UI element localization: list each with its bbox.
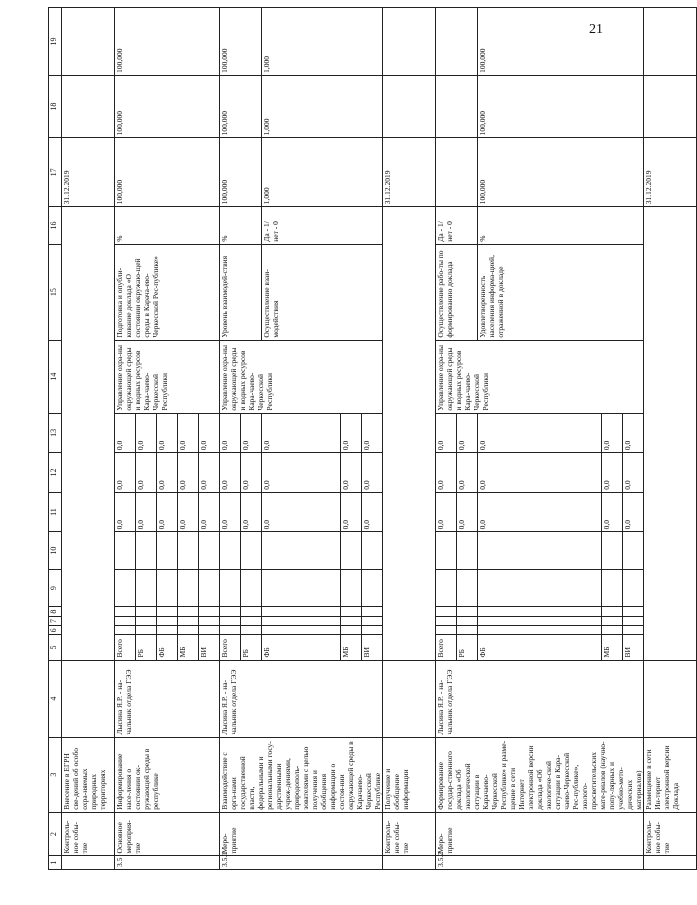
event-date: 31.12.2019 <box>644 138 697 207</box>
table-cell <box>178 616 199 625</box>
event-description: Получение и обобщение информации <box>383 737 436 812</box>
program-table <box>48 7 697 870</box>
event-description: Внесение в ЕГРН све-дений об особо охра-няемых природных территориях <box>62 737 115 812</box>
table-cell <box>115 616 136 625</box>
table-cell <box>157 607 178 616</box>
amount-cell: 0,0 <box>241 453 262 493</box>
funding-source: МБ <box>602 635 623 660</box>
amount-cell: 0,0 <box>262 453 341 493</box>
column-number: 8 <box>49 607 62 616</box>
table-cell <box>115 569 136 607</box>
indicator-value <box>436 138 478 207</box>
amount-cell: 0,0 <box>362 492 383 532</box>
table-cell <box>115 607 136 616</box>
indicator-unit: % <box>478 207 644 245</box>
indicator-name: Уровень взаимодей-ствия <box>220 244 262 340</box>
table-cell <box>362 569 383 607</box>
table-cell <box>383 532 436 570</box>
funding-source: ФБ <box>478 635 602 660</box>
table-cell <box>199 616 220 625</box>
table-cell <box>362 607 383 616</box>
table-cell <box>602 626 623 635</box>
amount-cell: 0,0 <box>136 492 157 532</box>
indicator-value: 1,000 <box>262 8 383 76</box>
table-cell <box>436 626 457 635</box>
table-cell <box>602 607 623 616</box>
funding-source: ВИ <box>362 635 383 660</box>
amount-cell: 0,0 <box>602 453 623 493</box>
table-cell <box>644 8 697 76</box>
control-event-row <box>383 8 436 870</box>
indicator-unit: % <box>220 207 262 245</box>
amount-cell: 0,0 <box>623 492 644 532</box>
table-cell <box>62 660 115 737</box>
table-cell <box>157 626 178 635</box>
funding-source: ФБ <box>157 635 178 660</box>
funding-source: Всего <box>436 635 457 660</box>
amount-cell: 0,0 <box>341 453 362 493</box>
column-number: 6 <box>49 626 62 635</box>
table-cell <box>383 207 436 245</box>
funding-source: РБ <box>457 635 478 660</box>
table-cell <box>362 616 383 625</box>
table-cell <box>341 532 362 570</box>
table-cell <box>178 626 199 635</box>
table-cell <box>383 856 436 870</box>
column-number: 7 <box>49 616 62 625</box>
table-cell <box>478 532 602 570</box>
table-cell <box>241 626 262 635</box>
table-cell <box>383 660 436 737</box>
table-cell <box>262 607 341 616</box>
table-cell <box>115 626 136 635</box>
amount-cell: 0,0 <box>115 492 136 532</box>
amount-cell: 0,0 <box>199 413 220 453</box>
amount-cell: 0,0 <box>341 492 362 532</box>
table-cell <box>644 244 697 340</box>
column-number: 9 <box>49 569 62 607</box>
table-cell <box>62 532 115 570</box>
table-cell <box>62 453 115 493</box>
amount-cell: 0,0 <box>178 492 199 532</box>
amount-cell: 0,0 <box>157 492 178 532</box>
table-cell <box>62 207 115 245</box>
table-cell <box>341 616 362 625</box>
amount-cell: 0,0 <box>436 492 457 532</box>
table-cell <box>383 453 436 493</box>
indicator-name: Подготовка и опубли-кование доклада «О состоянии окружаю-щей среды в Карача-ево-Черкесской Рес-публике» <box>115 244 220 340</box>
item-number: 3.5.2 <box>436 856 644 870</box>
item-type: Меро-приятие <box>220 812 383 856</box>
table-cell <box>457 532 478 570</box>
column-number: 15 <box>49 244 62 340</box>
indicator-value: 100,000 <box>115 8 220 76</box>
amount-cell: 0,0 <box>157 453 178 493</box>
indicator-unit: Да - 1/ нет - 0 <box>262 207 383 245</box>
event-date: 31.12.2019 <box>383 138 436 207</box>
amount-cell: 0,0 <box>478 413 602 453</box>
table-cell <box>457 616 478 625</box>
funding-source: ФБ <box>262 635 341 660</box>
item-description: Формирование государ-ственного доклада «Об экологической ситуации в Карачаево-Черкесской Республике» и разме-щение в сети Интернет электронной версии доклада «Об экологиче-ской ситуации в Кара-чаево-Черкесской Рес-публике», эколого-просветительских мате-риалов (научно-попу-лярных и учебно-мето-дических материалов) <box>436 737 644 812</box>
amount-cell: 0,0 <box>478 453 602 493</box>
column-number: 18 <box>49 75 62 138</box>
item-number: 3.5.1 <box>220 856 383 870</box>
table-cell <box>644 626 697 635</box>
table-cell <box>62 856 115 870</box>
event-type: Контроль-ное собы-тие <box>62 812 115 856</box>
table-cell <box>220 607 241 616</box>
amount-cell: 0,0 <box>623 413 644 453</box>
table-cell <box>436 607 457 616</box>
table-cell <box>199 626 220 635</box>
table-cell <box>62 635 115 660</box>
table-cell <box>383 616 436 625</box>
table-cell <box>62 244 115 340</box>
table-cell <box>62 569 115 607</box>
table-cell <box>644 660 697 737</box>
table-cell <box>115 532 136 570</box>
amount-cell: 0,0 <box>199 492 220 532</box>
amount-cell: 0,0 <box>115 453 136 493</box>
indicator-value: 100,000 <box>220 8 262 76</box>
table-cell <box>383 626 436 635</box>
table-cell <box>62 607 115 616</box>
event-date: 31.12.2019 <box>62 138 115 207</box>
table-cell <box>178 607 199 616</box>
amount-cell: 0,0 <box>457 492 478 532</box>
column-number: 13 <box>49 413 62 453</box>
table-cell <box>362 626 383 635</box>
budget-row <box>220 8 241 870</box>
amount-cell: 0,0 <box>115 413 136 453</box>
table-cell <box>178 569 199 607</box>
amount-cell: 0,0 <box>220 492 241 532</box>
table-cell <box>436 532 457 570</box>
table-cell <box>457 626 478 635</box>
executor: Управление охра-ны окружающей среды и водных ресурсов Кара-чаево-Черкесской Республики <box>436 340 644 413</box>
amount-cell: 0,0 <box>157 413 178 453</box>
table-cell <box>644 340 697 413</box>
amount-cell: 0,0 <box>602 492 623 532</box>
table-cell <box>383 340 436 413</box>
table-cell <box>136 532 157 570</box>
table-cell <box>136 616 157 625</box>
executor: Управление охра-ны окружающей среды и водных ресурсов Кара-чаево-Черкесской Республики <box>220 340 383 413</box>
responsible: Лысина Я.Р. - на-чальник отдела ГЭЭ <box>220 660 383 737</box>
table-cell <box>241 569 262 607</box>
column-number: 4 <box>49 660 62 737</box>
table-cell <box>644 453 697 493</box>
indicator-unit: Да - 1/ нет - 0 <box>436 207 478 245</box>
item-number: 3.5 <box>115 856 220 870</box>
table-cell <box>241 532 262 570</box>
page-number: 21 <box>589 22 603 37</box>
item-type: Меро-приятие <box>436 812 644 856</box>
table-cell <box>644 616 697 625</box>
column-number: 2 <box>49 812 62 856</box>
table-cell <box>644 856 697 870</box>
table-cell <box>383 244 436 340</box>
table-cell <box>341 607 362 616</box>
column-number: 3 <box>49 737 62 812</box>
table-cell <box>262 569 341 607</box>
table-cell <box>136 607 157 616</box>
column-number: 19 <box>49 8 62 76</box>
table-cell <box>262 626 341 635</box>
indicator-name: Удовлетворенность населения информа-цией, отраженной в докладе <box>478 244 644 340</box>
amount-cell: 0,0 <box>241 492 262 532</box>
table-cell <box>644 569 697 607</box>
indicator-value: 1,000 <box>262 75 383 138</box>
amount-cell: 0,0 <box>199 453 220 493</box>
table-cell <box>436 569 457 607</box>
table-cell <box>262 532 341 570</box>
item-description: Взаимодействие с орга-нами государственной власти, федеральными и региональными госу-дарственными учреж-дениями, природополь-зователями с целью получения и обобщения информации о состоя-нии окружающей среды в Карачаево-Черкесской Республике <box>220 737 383 812</box>
table-cell <box>262 616 341 625</box>
column-number: 14 <box>49 340 62 413</box>
amount-cell: 0,0 <box>362 453 383 493</box>
table-cell <box>220 616 241 625</box>
table-cell <box>623 616 644 625</box>
table-cell <box>62 616 115 625</box>
table-cell <box>602 532 623 570</box>
table-cell <box>136 626 157 635</box>
table-cell <box>478 616 602 625</box>
indicator-value: 100,000 <box>220 75 262 138</box>
amount-cell: 0,0 <box>436 413 457 453</box>
table-cell <box>644 75 697 138</box>
table-cell <box>241 607 262 616</box>
indicator-value <box>436 75 478 138</box>
amount-cell: 0,0 <box>220 453 241 493</box>
indicator-value: 100,000 <box>115 75 220 138</box>
amount-cell: 0,0 <box>602 413 623 453</box>
indicator-value: 100,000 <box>478 8 644 76</box>
table-cell <box>62 8 115 76</box>
table-cell <box>457 607 478 616</box>
table-cell <box>341 569 362 607</box>
table-cell <box>157 532 178 570</box>
funding-source: МБ <box>341 635 362 660</box>
funding-source: Всего <box>115 635 136 660</box>
indicator-value: 100,000 <box>115 138 220 207</box>
amount-cell: 0,0 <box>341 413 362 453</box>
table-cell <box>644 413 697 453</box>
table-cell <box>478 626 602 635</box>
table-cell <box>383 75 436 138</box>
indicator-value: 100,000 <box>220 138 262 207</box>
table-cell <box>383 8 436 76</box>
table-cell <box>436 616 457 625</box>
budget-row <box>436 8 457 870</box>
header-row <box>49 8 62 870</box>
amount-cell: 0,0 <box>623 453 644 493</box>
budget-row <box>115 8 136 870</box>
funding-source: РБ <box>136 635 157 660</box>
amount-cell: 0,0 <box>362 413 383 453</box>
table-cell <box>62 413 115 453</box>
responsible: Лысина Я.Р. - на-чальник отдела ГЭЭ <box>436 660 644 737</box>
table-cell <box>341 626 362 635</box>
table-cell <box>644 532 697 570</box>
table-cell <box>383 413 436 453</box>
funding-source: Всего <box>220 635 241 660</box>
table-cell <box>457 569 478 607</box>
table-cell <box>644 607 697 616</box>
table-cell <box>362 532 383 570</box>
table-cell <box>644 635 697 660</box>
table-cell <box>644 207 697 245</box>
control-event-row <box>62 8 115 870</box>
table-cell <box>644 492 697 532</box>
amount-cell: 0,0 <box>136 453 157 493</box>
indicator-unit: % <box>115 207 220 245</box>
event-description: Размещение в сети Ин-тернет электронной версии Доклада <box>644 737 697 812</box>
table-cell <box>62 626 115 635</box>
indicator-name: Осуществление рабо-ты по формированию доклада <box>436 244 478 340</box>
indicator-value <box>436 8 478 76</box>
table-cell <box>199 607 220 616</box>
indicator-value: 1,000 <box>262 138 383 207</box>
table-cell <box>383 635 436 660</box>
table-cell <box>136 569 157 607</box>
amount-cell: 0,0 <box>262 413 341 453</box>
table-cell <box>157 616 178 625</box>
table-cell <box>62 75 115 138</box>
responsible: Лысина Я.Р. - на-чальник отдела ГЭЭ <box>115 660 220 737</box>
column-number: 16 <box>49 207 62 245</box>
amount-cell: 0,0 <box>178 413 199 453</box>
column-number: 17 <box>49 138 62 207</box>
table-cell <box>62 340 115 413</box>
indicator-value: 100,000 <box>478 75 644 138</box>
executor: Управление охра-ны окружающей среды и водных ресурсов Кара-чаево-Черкесской Республики <box>115 340 220 413</box>
funding-source: ВИ <box>199 635 220 660</box>
table-cell <box>199 569 220 607</box>
table-cell <box>478 607 602 616</box>
amount-cell: 0,0 <box>178 453 199 493</box>
rotated-table-region <box>48 7 680 870</box>
amount-cell: 0,0 <box>457 453 478 493</box>
amount-cell: 0,0 <box>220 413 241 453</box>
table-cell <box>623 607 644 616</box>
table-cell <box>383 607 436 616</box>
indicator-value: 100,000 <box>478 138 644 207</box>
indicator-name: Осуществление взаи-модействия <box>262 244 383 340</box>
table-cell <box>602 616 623 625</box>
column-number: 10 <box>49 532 62 570</box>
table-cell <box>62 492 115 532</box>
amount-cell: 0,0 <box>241 413 262 453</box>
table-cell <box>623 626 644 635</box>
table-cell <box>383 569 436 607</box>
table-cell <box>199 532 220 570</box>
table-cell <box>178 532 199 570</box>
amount-cell: 0,0 <box>457 413 478 453</box>
item-description: Информирование насе-ления о состоянии ок-ружающей среды в республике <box>115 737 220 812</box>
table-cell <box>383 492 436 532</box>
column-number: 1 <box>49 856 62 870</box>
amount-cell: 0,0 <box>478 492 602 532</box>
event-type: Контроль-ное собы-тие <box>383 812 436 856</box>
column-number: 5 <box>49 635 62 660</box>
item-type: Основное мероприя-тие <box>115 812 220 856</box>
event-type: Контроль-ное собы-тие <box>644 812 697 856</box>
funding-source: РБ <box>241 635 262 660</box>
funding-source: ВИ <box>623 635 644 660</box>
table-cell <box>220 532 241 570</box>
table-cell <box>220 626 241 635</box>
table-cell <box>602 569 623 607</box>
table-cell <box>623 532 644 570</box>
column-number: 11 <box>49 492 62 532</box>
control-event-row <box>644 8 697 870</box>
amount-cell: 0,0 <box>436 453 457 493</box>
table-cell <box>623 569 644 607</box>
table-cell <box>157 569 178 607</box>
amount-cell: 0,0 <box>136 413 157 453</box>
funding-source: МБ <box>178 635 199 660</box>
table-cell <box>478 569 602 607</box>
amount-cell: 0,0 <box>262 492 341 532</box>
table-cell <box>241 616 262 625</box>
table-cell <box>220 569 241 607</box>
column-number: 12 <box>49 453 62 493</box>
